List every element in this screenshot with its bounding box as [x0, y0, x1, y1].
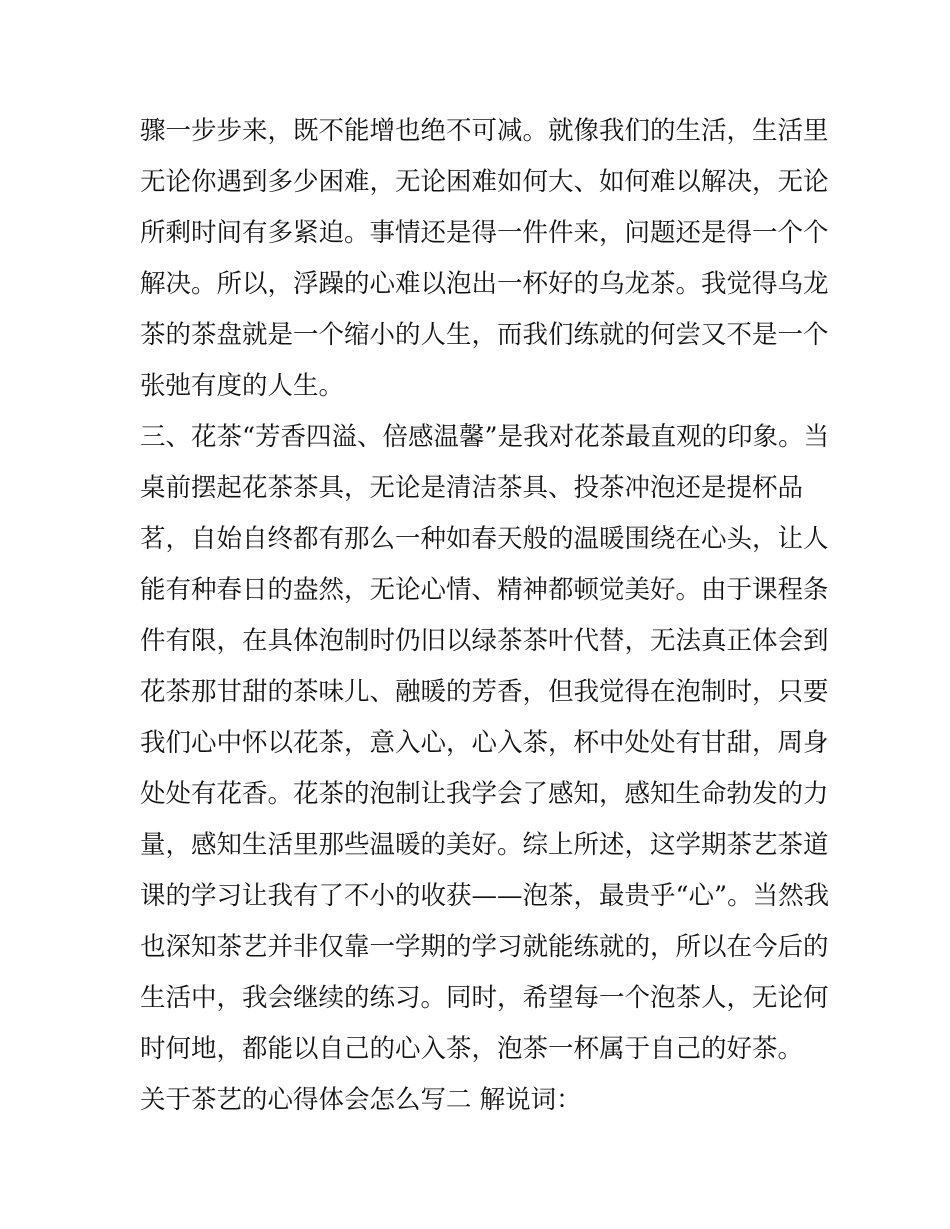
- text-line: 张弛有度的人生。: [140, 371, 345, 401]
- body-text: [140, 106, 830, 1126]
- text-line: 量，感知生活里那些温暖的美好。综上所述，这学期茶艺茶道: [140, 830, 829, 860]
- text-line: 课的学习让我有了不小的收获——泡茶，最贵乎“心”。当然我: [140, 881, 830, 911]
- text-line: 件有限，在具体泡制时仍旧以绿茶茶叶代替，无法真正体会到: [140, 626, 829, 656]
- text-line: 也深知茶艺并非仅靠一学期的学习就能练就的，所以在今后的: [140, 932, 829, 962]
- section-heading: 关于茶艺的心得体会怎么写二 解说词：: [140, 1085, 582, 1115]
- text-line: 所剩时间有多紧迫。事情还是得一件件来，问题还是得一个个: [140, 218, 829, 248]
- text-line: 茗，自始自终都有那么一种如春天般的温暖围绕在心头，让人: [140, 524, 829, 554]
- text-line: 处处有花香。花茶的泡制让我学会了感知，感知生命勃发的力: [140, 779, 829, 809]
- text-line: 花茶那甘甜的茶味儿、融暖的芳香，但我觉得在泡制时，只要: [140, 677, 829, 707]
- text-line: 无论你遇到多少困难，无论困难如何大、如何难以解决，无论: [140, 167, 829, 197]
- text-line: 骤一步步来，既不能增也绝不可减。就像我们的生活，生活里: [140, 116, 829, 146]
- text-line: 能有种春日的盎然，无论心情、精神都顿觉美好。由于课程条: [140, 575, 829, 605]
- text-line: 茶的茶盘就是一个缩小的人生，而我们练就的何尝又不是一个: [140, 320, 829, 350]
- text-line: 时何地，都能以自己的心入茶，泡茶一杯属于自己的好茶。: [140, 1034, 804, 1064]
- text-line: 解决。所以，浮躁的心难以泡出一杯好的乌龙茶。我觉得乌龙: [140, 269, 829, 299]
- text-line: 生活中，我会继续的练习。同时，希望每一个泡茶人，无论何: [140, 983, 829, 1013]
- text-line: 桌前摆起花茶茶具，无论是清洁茶具、投茶冲泡还是提杯品: [140, 473, 804, 503]
- text-line: 我们心中怀以花茶，意入心，心入茶，杯中处处有甘甜，周身: [140, 728, 829, 758]
- section-three-start: 三、花茶“芳香四溢、倍感温馨”是我对花茶最直观的印象。当: [140, 422, 830, 452]
